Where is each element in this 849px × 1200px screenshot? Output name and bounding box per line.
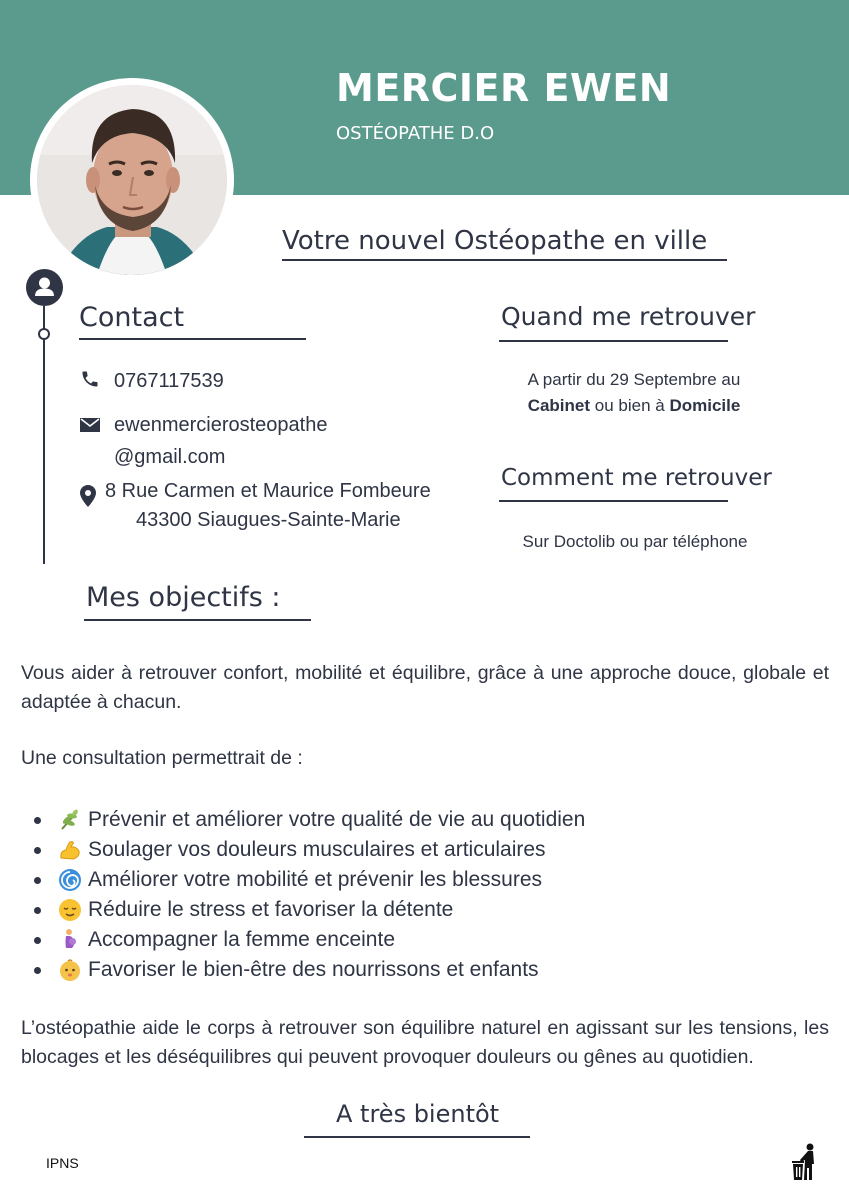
bullet bbox=[34, 907, 41, 914]
relieved-face-icon bbox=[58, 898, 82, 922]
objectives-underline bbox=[84, 619, 311, 621]
benefit-item bbox=[34, 805, 585, 835]
ipns-label: IPNS bbox=[46, 1155, 79, 1171]
timeline-marker bbox=[38, 328, 50, 340]
benefits-list bbox=[34, 805, 585, 985]
benefit-text: Favoriser le bien-être des nourrissons et enfants bbox=[88, 958, 539, 981]
benefit-item bbox=[34, 955, 585, 985]
envelope-icon bbox=[80, 417, 100, 438]
benefit-text: Accompagner la femme enceinte bbox=[88, 928, 395, 951]
how-text: Sur Doctolib ou par téléphone bbox=[522, 532, 748, 551]
contact-title: Contact bbox=[79, 302, 185, 333]
user-icon bbox=[26, 269, 63, 306]
tagline-underline bbox=[282, 259, 727, 261]
objectives-title: Mes objectifs : bbox=[86, 582, 281, 613]
phone-number[interactable]: 0767117539 bbox=[114, 370, 224, 392]
address-line-1: 8 Rue Carmen et Maurice Fombeure bbox=[105, 480, 431, 502]
flexed-biceps-icon bbox=[58, 838, 82, 862]
place-connector: ou bien à bbox=[590, 396, 670, 415]
when-underline bbox=[499, 340, 728, 342]
timeline-line bbox=[43, 306, 45, 564]
pregnant-woman-icon bbox=[58, 928, 82, 952]
email-line-2[interactable]: @gmail.com bbox=[114, 446, 226, 468]
place-domicile: Domicile bbox=[669, 396, 741, 415]
benefit-item bbox=[34, 835, 585, 865]
closing-underline bbox=[304, 1136, 530, 1138]
cyclone-icon bbox=[58, 868, 82, 892]
phone-icon bbox=[80, 369, 100, 394]
when-places bbox=[498, 396, 770, 416]
closing-text: A très bientôt bbox=[336, 1100, 500, 1128]
how-underline bbox=[499, 500, 728, 502]
benefit-text: Soulager vos douleurs musculaires et articulaires bbox=[88, 838, 546, 861]
herb-icon bbox=[58, 808, 82, 832]
bullet bbox=[34, 817, 41, 824]
benefit-item bbox=[34, 895, 585, 925]
benefit-text: Prévenir et améliorer votre qualité de vie au quotidien bbox=[88, 808, 586, 831]
person-name: MERCIER EWEN bbox=[336, 66, 672, 110]
objectives-intro: Vous aider à retrouver confort, mobilité et équilibre, grâce à une approche douce, globale et adaptée à chacun. bbox=[21, 662, 829, 713]
bullet bbox=[34, 877, 41, 884]
benefit-item bbox=[34, 925, 585, 955]
job-title: OSTÉOPATHE D.O bbox=[336, 123, 495, 144]
contact-underline bbox=[79, 338, 306, 340]
consultation-intro: Une consultation permettrait de : bbox=[21, 747, 303, 769]
profile-photo bbox=[37, 85, 227, 275]
when-date-text: A partir du 29 Septembre au bbox=[527, 370, 741, 389]
baby-face-icon bbox=[58, 958, 82, 982]
when-title: Quand me retrouver bbox=[501, 302, 756, 331]
tagline: Votre nouvel Ostéopathe en ville bbox=[282, 226, 708, 256]
bullet bbox=[34, 967, 41, 974]
location-pin-icon bbox=[80, 485, 96, 512]
place-cabinet: Cabinet bbox=[527, 396, 591, 415]
benefit-item bbox=[34, 865, 585, 895]
bullet bbox=[34, 937, 41, 944]
address-line-2: 43300 Siaugues-Sainte-Marie bbox=[136, 509, 401, 531]
recycle-bin-icon bbox=[790, 1142, 820, 1182]
benefit-text: Améliorer votre mobilité et prévenir les blessures bbox=[88, 868, 543, 891]
how-title: Comment me retrouver bbox=[501, 465, 772, 491]
email-line-1[interactable]: ewenmercierosteopathe bbox=[114, 414, 328, 436]
bullet bbox=[34, 847, 41, 854]
benefit-text: Réduire le stress et favoriser la détente bbox=[88, 898, 454, 921]
conclusion-paragraph: L’ostéopathie aide le corps à retrouver son équilibre naturel en agissant sur les tensions, les blocages et les déséquilibres qui peuvent provoquer douleurs ou gênes au quotidien. bbox=[21, 1017, 829, 1068]
